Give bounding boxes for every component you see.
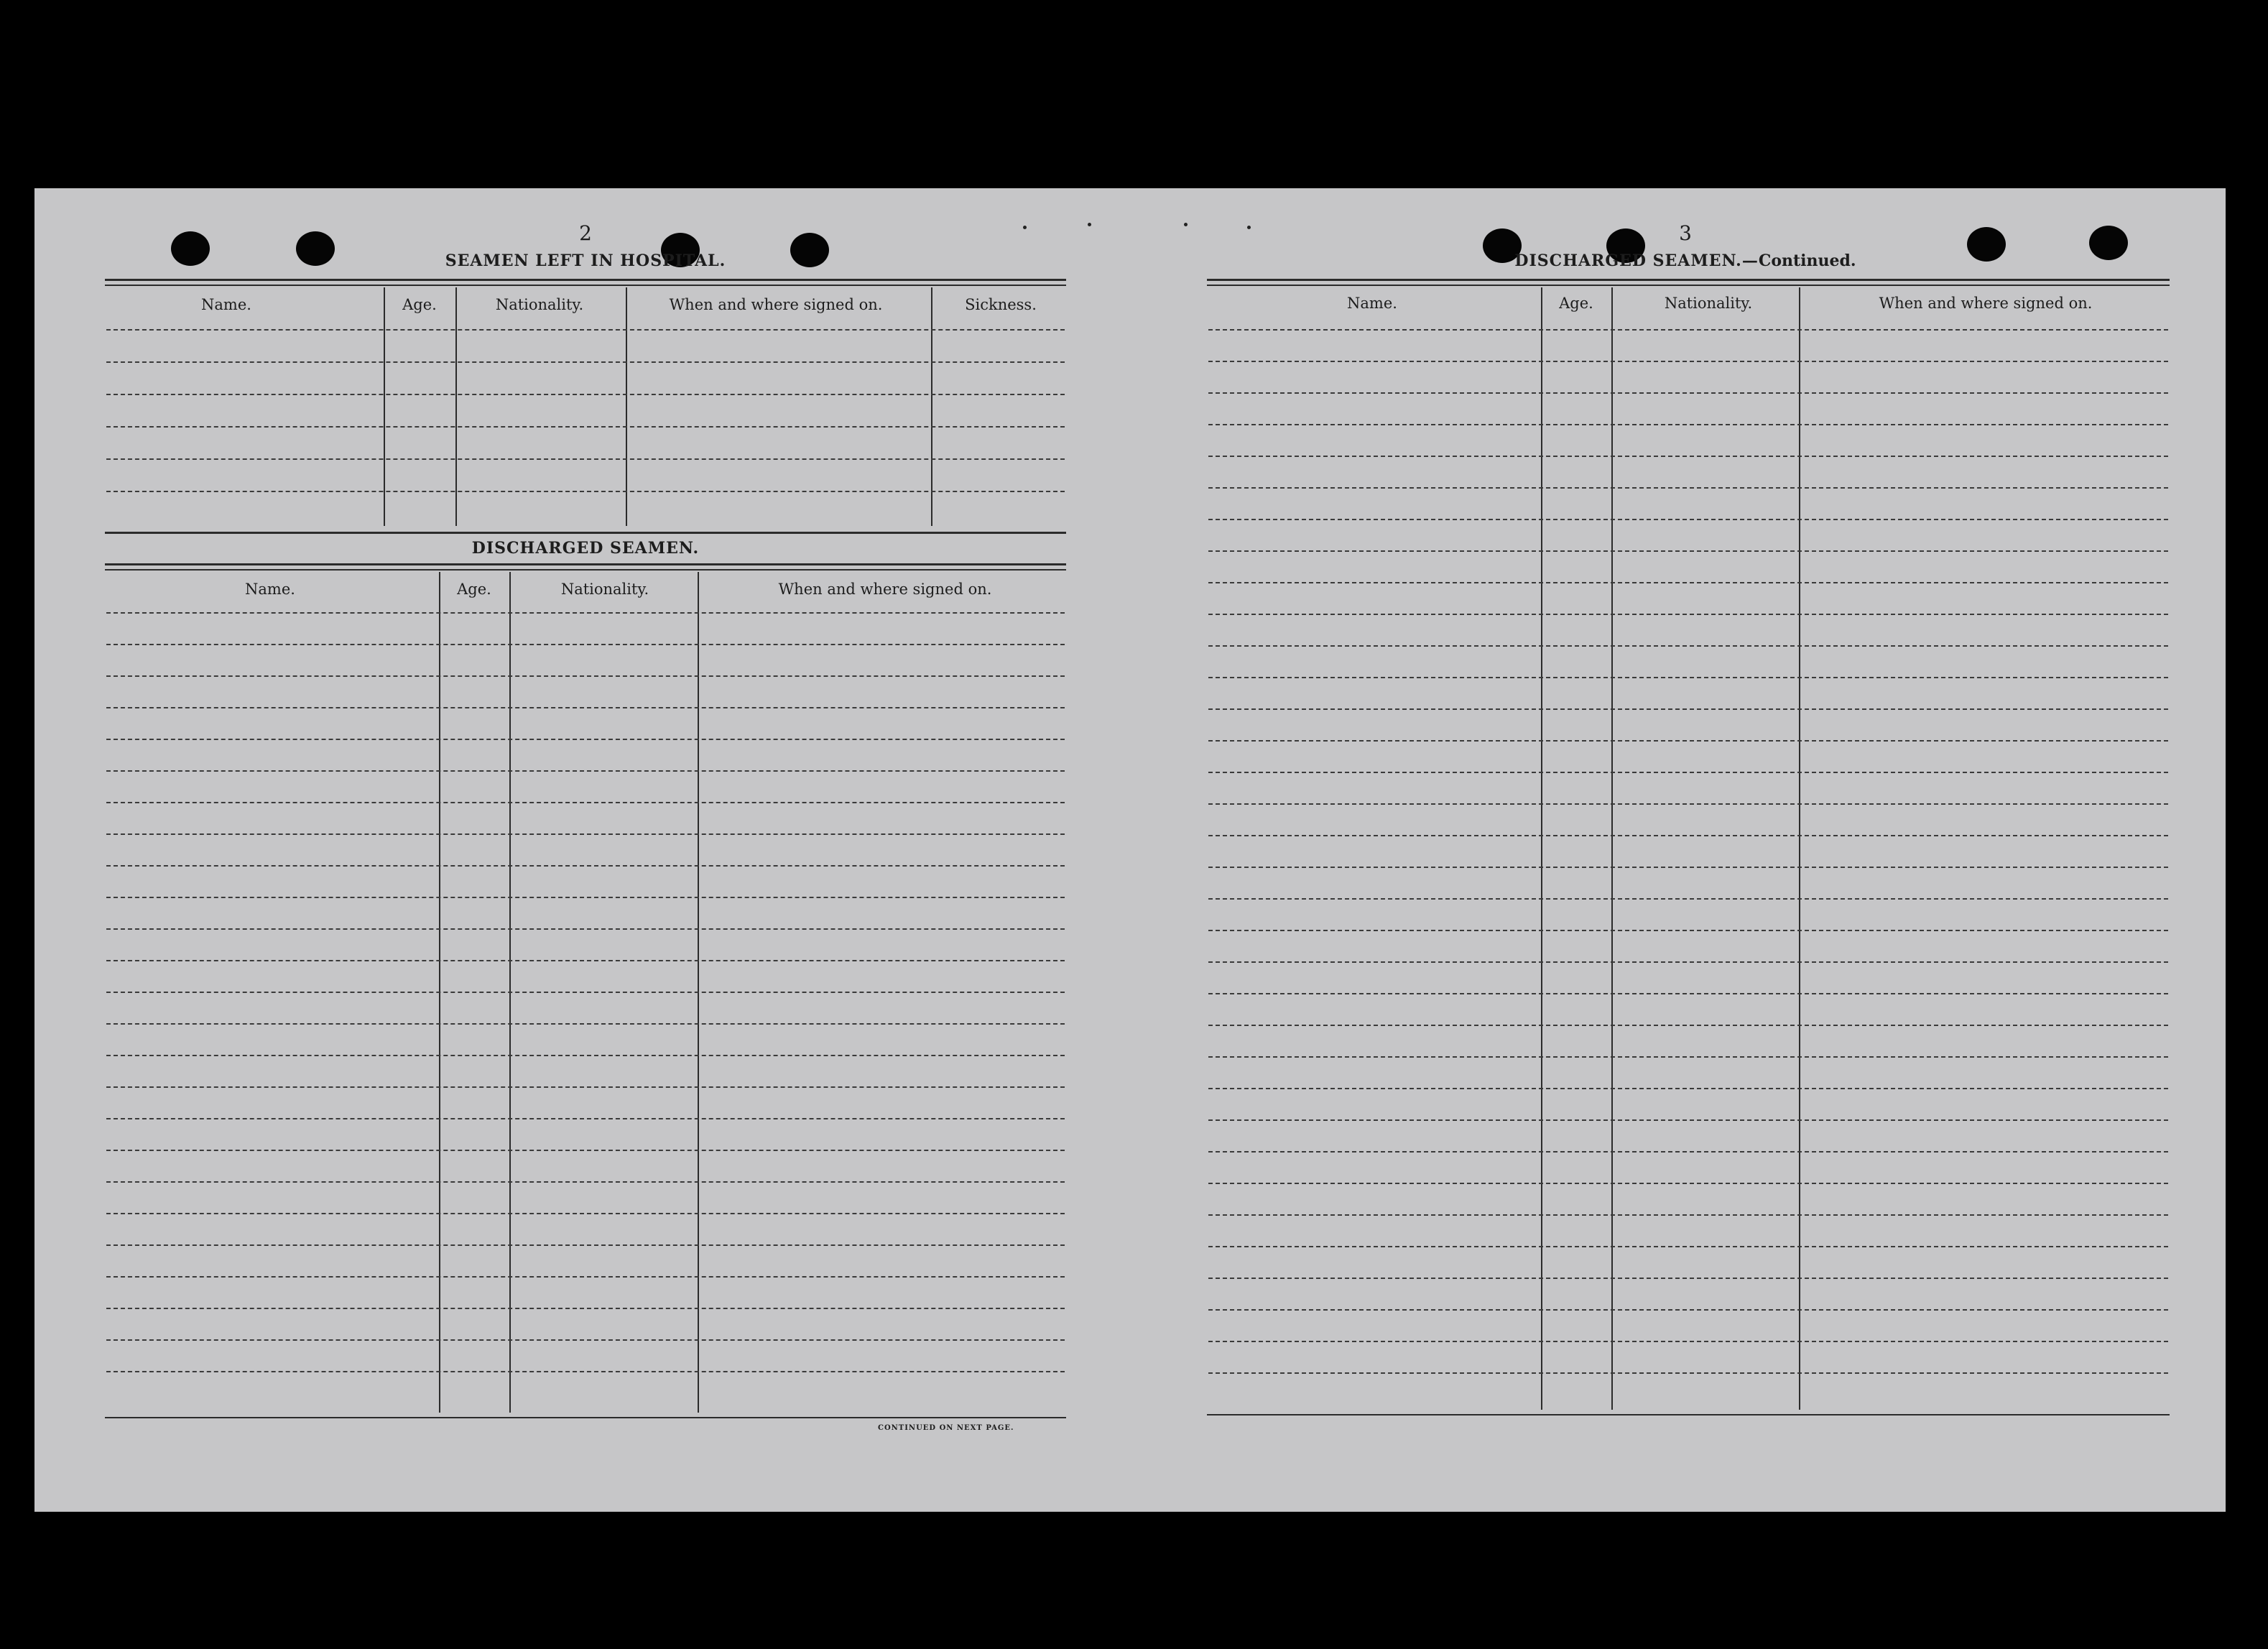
continued-note: CONTINUED ON NEXT PAGE. <box>878 1424 1014 1432</box>
ruling-line <box>1208 1372 2168 1374</box>
ruling-line <box>106 833 1065 835</box>
ruling-line <box>1208 898 2168 900</box>
page-number-right: 3 <box>1679 221 1692 245</box>
punch-hole <box>171 231 210 266</box>
ruling-line <box>106 458 1065 460</box>
ruling-line <box>1208 930 2168 931</box>
ruling-line <box>106 1118 1065 1119</box>
header-rule <box>1207 279 2170 281</box>
header-rule <box>105 279 1066 281</box>
ruling-line <box>1208 550 2168 552</box>
ruling-line <box>1208 1246 2168 1247</box>
ruling-line <box>1208 1088 2168 1089</box>
ruling-line <box>106 960 1065 961</box>
ruling-line <box>106 612 1065 614</box>
ruling-line <box>106 1213 1065 1214</box>
ruling-line <box>1208 1119 2168 1121</box>
ruling-line <box>1208 1309 2168 1311</box>
col-name: Name. <box>245 581 295 598</box>
ruling-line <box>106 770 1065 772</box>
ruling-line <box>1208 708 2168 710</box>
ruling-line <box>106 1308 1065 1309</box>
ruling-line <box>106 707 1065 708</box>
ruling-line <box>1208 1214 2168 1216</box>
col-signed-on: When and where signed on. <box>669 296 883 313</box>
header-rule <box>105 563 1066 565</box>
col-age: Age. <box>402 296 437 313</box>
header-rule <box>105 285 1066 286</box>
ruling-line <box>1208 582 2168 583</box>
col-nationality: Nationality. <box>495 296 584 313</box>
col-age: Age. <box>1559 295 1593 312</box>
punch-hole <box>790 233 829 267</box>
page-number-left: 2 <box>579 221 592 245</box>
col-name: Name. <box>1347 295 1397 312</box>
col-nationality: Nationality. <box>1664 295 1753 312</box>
ruling-line <box>1208 1341 2168 1342</box>
hospital-section-title: SEAMEN LEFT IN HOSPITAL. <box>445 251 726 270</box>
ruling-line <box>1208 961 2168 963</box>
ruling-line <box>1208 519 2168 520</box>
ruling-line <box>106 394 1065 395</box>
col-signed-on: When and where signed on. <box>1879 295 2093 312</box>
ruling-line <box>1208 487 2168 489</box>
header-rule <box>1207 285 2170 286</box>
punch-hole <box>1967 227 2006 262</box>
col-sickness: Sickness. <box>965 296 1037 313</box>
ruling-line <box>1208 740 2168 742</box>
document-sheet <box>34 188 2226 1512</box>
ruling-line <box>106 1023 1065 1025</box>
ruling-line <box>106 675 1065 677</box>
header-rule <box>105 569 1066 571</box>
section-rule <box>105 532 1066 534</box>
col-name: Name. <box>201 296 251 313</box>
ruling-line <box>1208 392 2168 394</box>
ruling-line <box>1208 456 2168 457</box>
ruling-line <box>106 426 1065 428</box>
ink-speck <box>1247 226 1251 229</box>
ruling-line <box>106 1150 1065 1151</box>
ink-speck <box>1023 226 1027 229</box>
col-signed-on: When and where signed on. <box>778 581 992 598</box>
ruling-line <box>106 644 1065 645</box>
ruling-line <box>106 802 1065 803</box>
punch-hole <box>2089 226 2128 260</box>
ruling-line <box>106 1055 1065 1056</box>
ruling-line <box>1208 677 2168 678</box>
ruling-line <box>1208 1183 2168 1184</box>
ruling-line <box>1208 1151 2168 1153</box>
punch-hole <box>296 231 335 266</box>
ruling-line <box>1208 772 2168 773</box>
col-nationality: Nationality. <box>560 581 649 598</box>
ruling-line <box>106 361 1065 363</box>
ruling-line <box>1208 424 2168 425</box>
ruling-line <box>1208 835 2168 836</box>
title-main: DISCHARGED SEAMEN.— <box>1514 251 1759 270</box>
discharged-section-title: DISCHARGED SEAMEN. <box>471 539 700 558</box>
bottom-rule <box>1207 1414 2170 1415</box>
ruling-line <box>1208 867 2168 868</box>
ruling-line <box>1208 1056 2168 1058</box>
ruling-line <box>106 1339 1065 1341</box>
ruling-line <box>1208 1025 2168 1026</box>
ruling-line <box>106 928 1065 930</box>
ruling-line <box>106 491 1065 492</box>
ruling-line <box>106 1244 1065 1246</box>
ink-speck <box>1088 223 1091 226</box>
ruling-line <box>106 1276 1065 1278</box>
ink-speck <box>1184 223 1188 226</box>
ruling-line <box>1208 1278 2168 1279</box>
title-continued: Continued. <box>1758 251 1856 270</box>
ruling-line <box>106 1181 1065 1183</box>
ruling-line <box>1208 614 2168 615</box>
discharged-continued-title <box>1514 251 1856 270</box>
ruling-line <box>1208 361 2168 362</box>
ruling-line <box>106 1086 1065 1088</box>
ruling-line <box>106 1371 1065 1372</box>
ruling-line <box>106 739 1065 740</box>
bottom-rule <box>105 1417 1066 1418</box>
ruling-line <box>106 329 1065 331</box>
ruling-line <box>1208 329 2168 331</box>
ruling-line <box>106 992 1065 993</box>
col-age: Age. <box>457 581 491 598</box>
ruling-line <box>106 865 1065 867</box>
ruling-line <box>106 897 1065 898</box>
ruling-line <box>1208 993 2168 994</box>
ruling-line <box>1208 645 2168 647</box>
ruling-line <box>1208 803 2168 805</box>
